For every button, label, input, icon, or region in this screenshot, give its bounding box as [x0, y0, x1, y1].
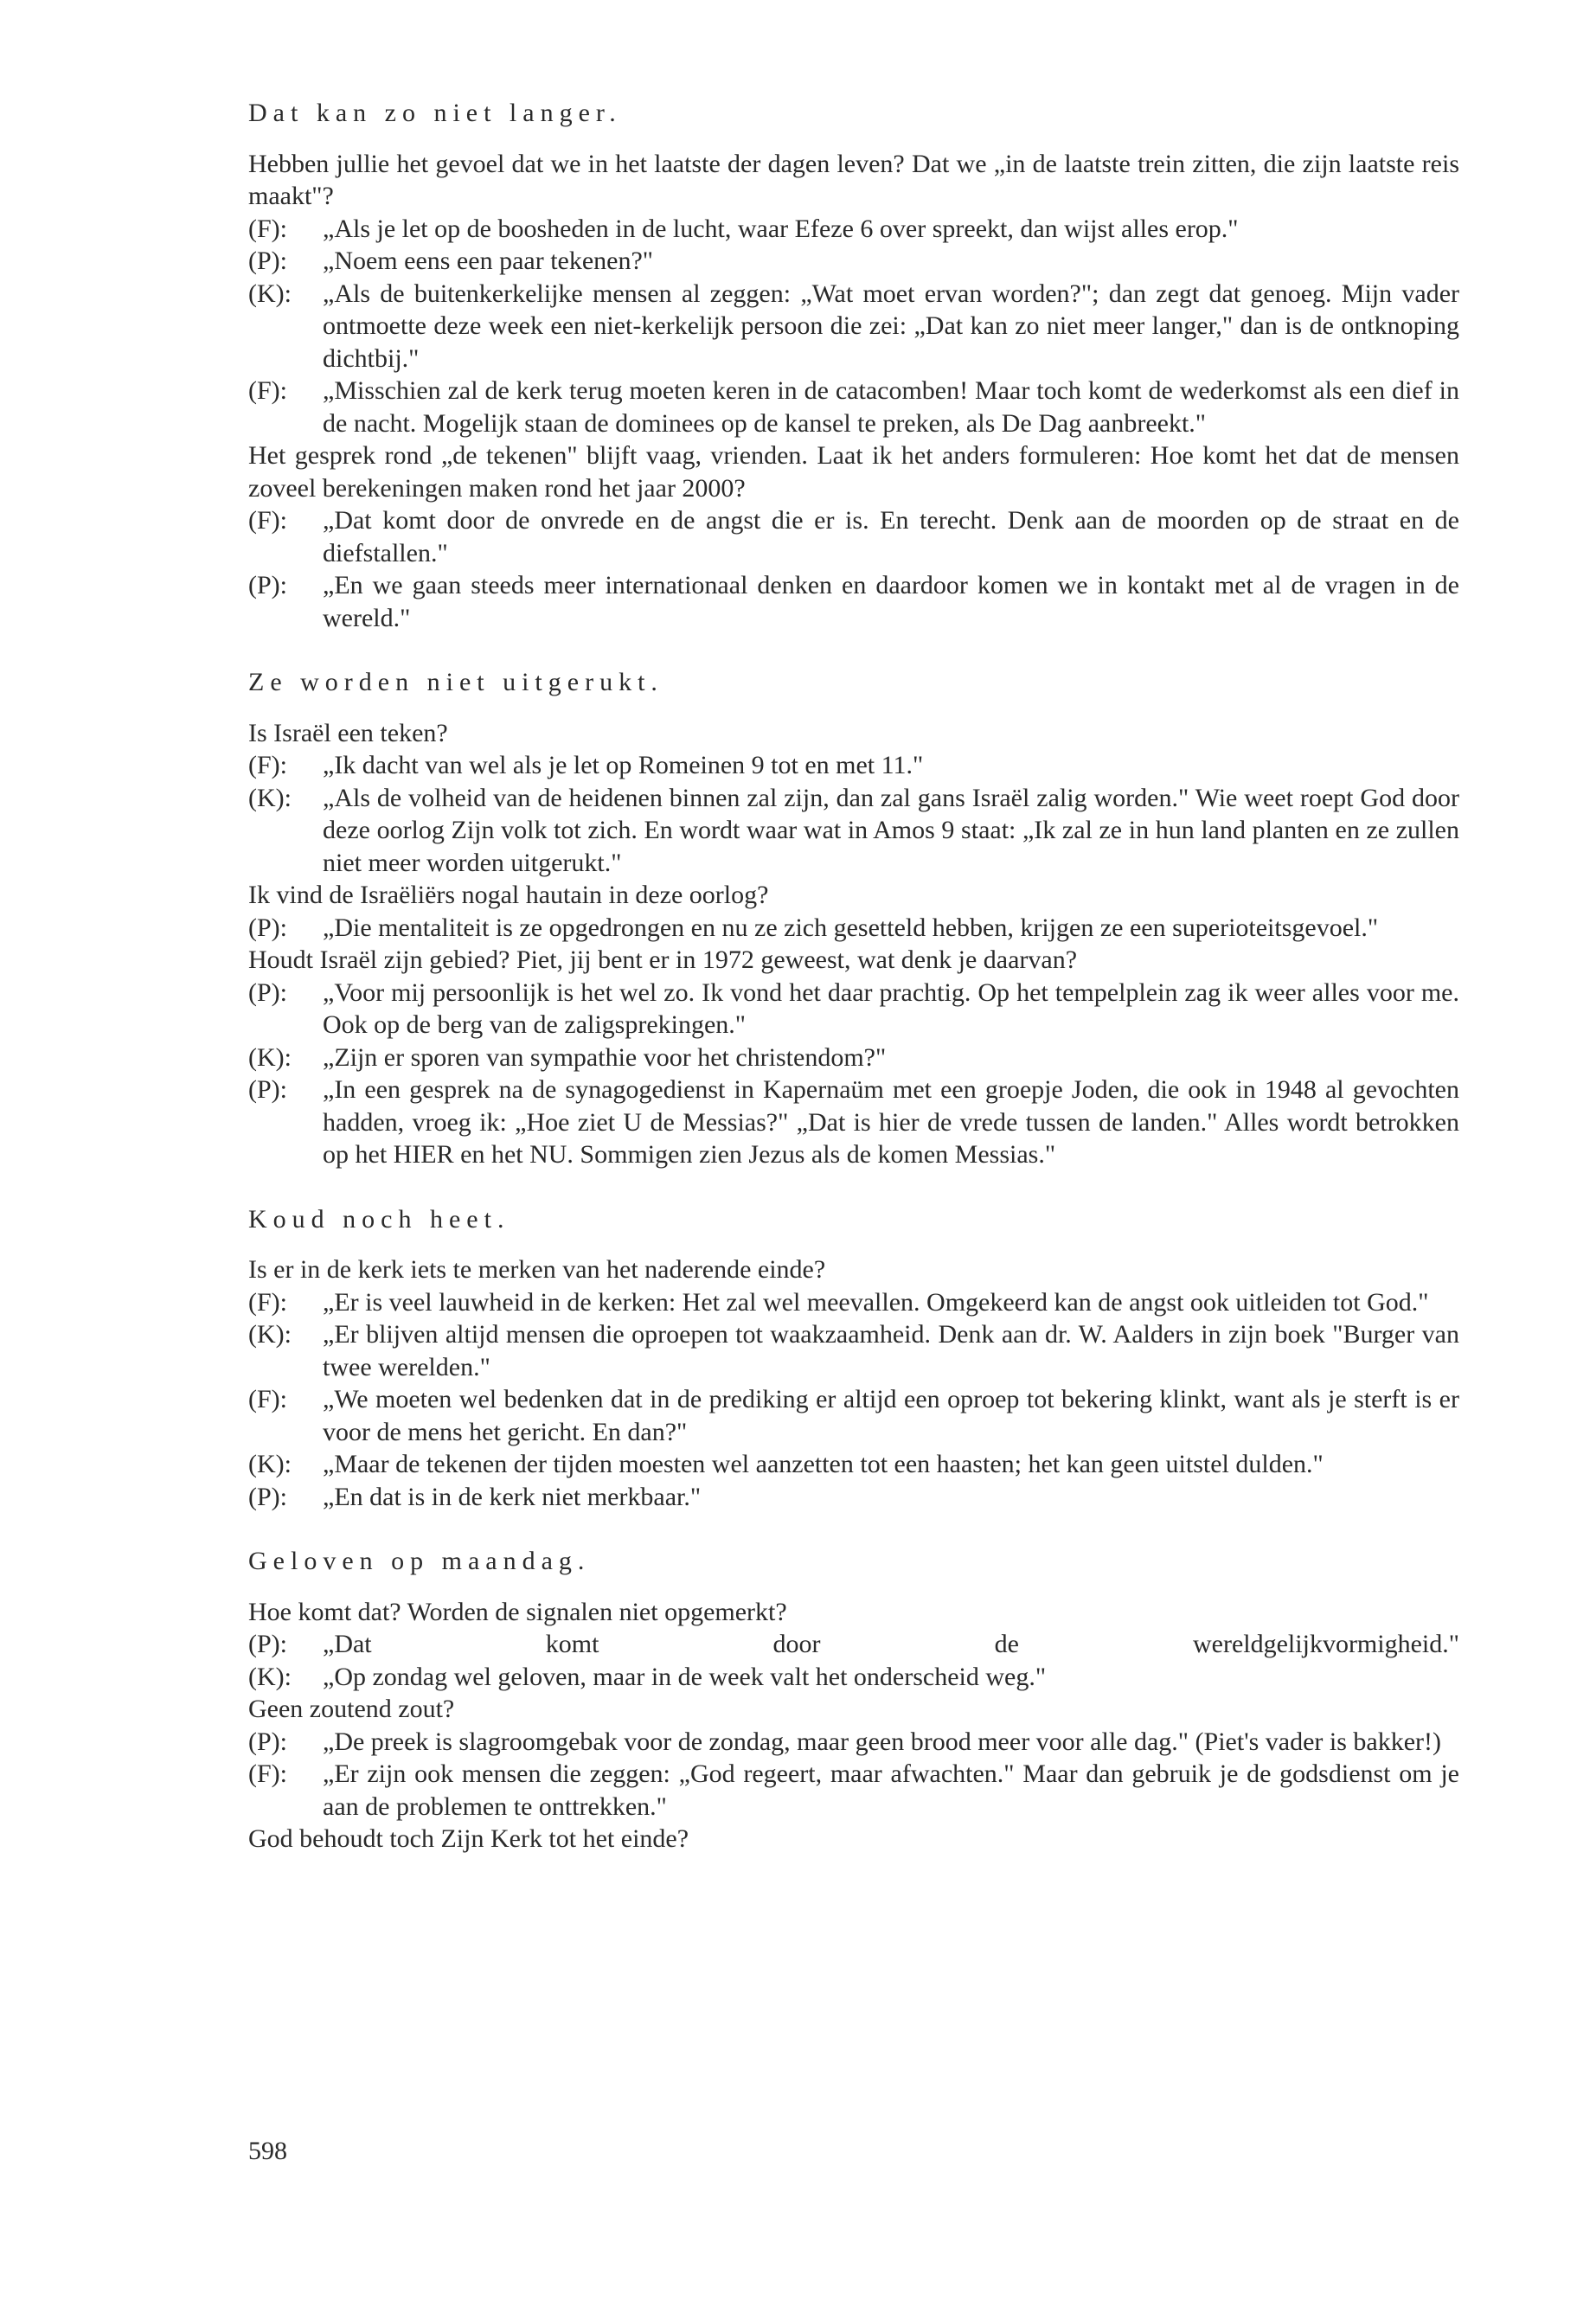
- speaker-text: „Op zondag wel geloven, maar in de week valt het onderscheid weg.": [323, 1662, 1047, 1691]
- dialogue-entry: [248, 1448, 1459, 1481]
- question-paragraph: Hebben jullie het gevoel dat we in het laatste der dagen leven? Dat we „in de laatste trein zitten, die zijn laatste reis maakt"?: [248, 149, 1459, 210]
- speaker-label: (F):: [248, 214, 287, 243]
- speaker-text: „Ik dacht van wel als je let op Romeinen 9 tot en met 11.": [323, 751, 924, 779]
- speaker-label: (F):: [248, 1385, 287, 1413]
- speaker-text: „Dat komt door de wereldgelijkvormigheid.": [323, 1630, 1459, 1658]
- section-heading: Geloven op maandag.: [248, 1547, 591, 1575]
- dialogue-entry: [248, 782, 1459, 880]
- question-paragraph: Is er in de kerk iets te merken van het naderende einde?: [248, 1255, 826, 1284]
- speaker-label: (P):: [248, 1727, 287, 1756]
- speaker-label: (K):: [248, 1450, 292, 1478]
- speaker-text: „We moeten wel bedenken dat in de prediking er altijd een oproep tot bekering klinkt, want als je sterft is er voor de mens het gericht. En dan?": [323, 1385, 1459, 1446]
- speaker-label: (P):: [248, 1482, 287, 1511]
- speaker-label: (K):: [248, 1042, 292, 1072]
- speaker-text: „Er blijven altijd mensen die oproepen tot waakzaamheid. Denk aan dr. W. Aalders in zijn boek "Burger van twee werelden.": [323, 1320, 1459, 1381]
- speaker-text: „En dat is in de kerk niet merkbaar.": [323, 1482, 702, 1511]
- speaker-text: „Als de volheid van de heidenen binnen zal zijn, dan zal gans Israël zalig worden." Wie weet roept God door deze oorlog Zijn volk tot zich. En wordt waar wat in Amos 9 staat: „Ik zal ze in hun land planten en ze zullen niet meer worden uitgerukt.": [323, 783, 1459, 877]
- speaker-label: (F):: [248, 1759, 287, 1788]
- dialogue-entry: [248, 912, 1459, 945]
- dialogue-entry: [248, 1481, 1459, 1514]
- speaker-label: (K):: [248, 1320, 292, 1349]
- question-paragraph: Geen zoutend zout?: [248, 1695, 455, 1723]
- page-number: 598: [248, 2137, 287, 2165]
- question-paragraph: Ik vind de Israëliërs nogal hautain in deze oorlog?: [248, 881, 769, 909]
- dialogue-entry: [248, 375, 1459, 439]
- heading-spacer: [248, 1235, 1459, 1253]
- question-paragraph: Is Israël een teken?: [248, 718, 448, 747]
- dialogue-entry: [248, 1661, 1459, 1694]
- question-paragraph: God behoudt toch Zijn Kerk tot het einde?: [248, 1824, 689, 1853]
- section-heading: Dat kan zo niet langer.: [248, 99, 622, 127]
- speaker-text: „Er is veel lauwheid in de kerken: Het zal wel meevallen. Omgekeerd kan de angst ook uitleiden tot God.": [323, 1287, 1429, 1317]
- dialogue-entry: [248, 1726, 1459, 1759]
- dialogue-entry: [248, 1758, 1459, 1823]
- speaker-text: „In een gesprek na de synagogedienst in Kapernaüm met een groepje Joden, die ook in 1948 al gevochten hadden, vroeg ik: „Hoe ziet U de Messias?" „Dat is hier de vrede tussen de landen." Alles wordt betrokken op het HIER en het NU. Sommigen zien Jezus als de komen Messias.": [323, 1075, 1459, 1169]
- speaker-text: „Als de buitenkerkelijke mensen al zeggen: „Wat moet ervan worden?"; dan zegt dat genoeg. Mijn vader ontmoette deze week een niet-kerkelijk persoon die zei: „Dat kan zo niet meer langer," dan is de ontknoping dichtbij.": [323, 279, 1459, 373]
- speaker-label: (F):: [248, 376, 287, 405]
- dialogue-entry: [248, 245, 1459, 278]
- section-heading: Koud noch heet.: [248, 1204, 510, 1234]
- dialogue-entry: [248, 213, 1459, 246]
- heading-spacer: [248, 1578, 1459, 1596]
- speaker-text: „Zijn er sporen van sympathie voor het christendom?": [323, 1042, 887, 1072]
- dialogue-entry: [248, 1383, 1459, 1448]
- speaker-text: „Er zijn ook mensen die zeggen: „God regeert, maar afwachten." Maar dan gebruik je de godsdienst om je aan de problemen te onttrekken.": [323, 1759, 1459, 1821]
- speaker-label: (P):: [248, 1630, 287, 1658]
- speaker-text: „Als je let op de boosheden in de lucht, waar Efeze 6 over spreekt, dan wijst alles erop.": [323, 214, 1239, 243]
- dialogue-entry: [248, 749, 1459, 782]
- speaker-text: „Misschien zal de kerk terug moeten keren in de catacomben! Maar toch komt de wederkomst als een dief in de nacht. Mogelijk staan de dominees op de kansel te preken, als De Dag aanbreekt.": [323, 376, 1459, 438]
- speaker-label: (F):: [248, 751, 287, 779]
- dialogue-entry: [248, 1628, 1459, 1661]
- speaker-label: (P):: [248, 913, 287, 942]
- speaker-text: „De preek is slagroomgebak voor de zondag, maar geen brood meer voor alle dag." (Piet's vader is bakker!): [323, 1727, 1442, 1756]
- speaker-label: (F):: [248, 1287, 287, 1317]
- speaker-text: „Voor mij persoonlijk is het wel zo. Ik vond het daar prachtig. Op het tempelplein zag ik weer alles voor me. Ook op de berg van de zaligsprekingen.": [323, 977, 1459, 1039]
- question-paragraph: Het gesprek rond „de tekenen" blijft vaag, vrienden. Laat ik het anders formuleren: Hoe komt het dat de mensen zoveel berekeningen maken rond het jaar 2000?: [248, 441, 1459, 503]
- section-heading: Ze worden niet uitgerukt.: [248, 668, 663, 696]
- speaker-label: (F):: [248, 506, 287, 535]
- dialogue-entry: [248, 1286, 1459, 1319]
- dialogue-entry: [248, 1042, 1459, 1074]
- speaker-text: „Noem eens een paar tekenen?": [323, 247, 654, 275]
- speaker-text: „Maar de tekenen der tijden moesten wel aanzetten tot een haasten; het kan geen uitstel dulden.": [323, 1450, 1324, 1478]
- speaker-label: (P):: [248, 247, 287, 275]
- article-body: [248, 97, 1459, 1856]
- speaker-label: (K):: [248, 1662, 292, 1691]
- dialogue-entry: [248, 504, 1459, 569]
- speaker-label: (P):: [248, 571, 287, 599]
- dialogue-entry: [248, 278, 1459, 375]
- heading-spacer: [248, 699, 1459, 717]
- dialogue-entry: [248, 569, 1459, 634]
- speaker-label: (K):: [248, 279, 292, 308]
- speaker-label: (K):: [248, 783, 292, 812]
- heading-spacer: [248, 130, 1459, 148]
- question-paragraph: Houdt Israël zijn gebied? Piet, jij bent er in 1972 geweest, wat denk je daarvan?: [248, 945, 1078, 974]
- speaker-label: (P):: [248, 1075, 287, 1104]
- question-paragraph: Hoe komt dat? Worden de signalen niet opgemerkt?: [248, 1597, 787, 1626]
- speaker-label: (P):: [248, 977, 287, 1007]
- dialogue-entry: [248, 1074, 1459, 1171]
- dialogue-entry: [248, 1318, 1459, 1383]
- dialogue-entry: [248, 977, 1459, 1042]
- speaker-text: „Dat komt door de onvrede en de angst die er is. En terecht. Denk aan de moorden op de straat en de diefstallen.": [323, 506, 1459, 567]
- speaker-text: „Die mentaliteit is ze opgedrongen en nu ze zich gesetteld hebben, krijgen ze een superioteitsgevoel.": [323, 913, 1379, 942]
- speaker-text: „En we gaan steeds meer internationaal denken en daardoor komen we in kontakt met al de vragen in de wereld.": [323, 571, 1459, 632]
